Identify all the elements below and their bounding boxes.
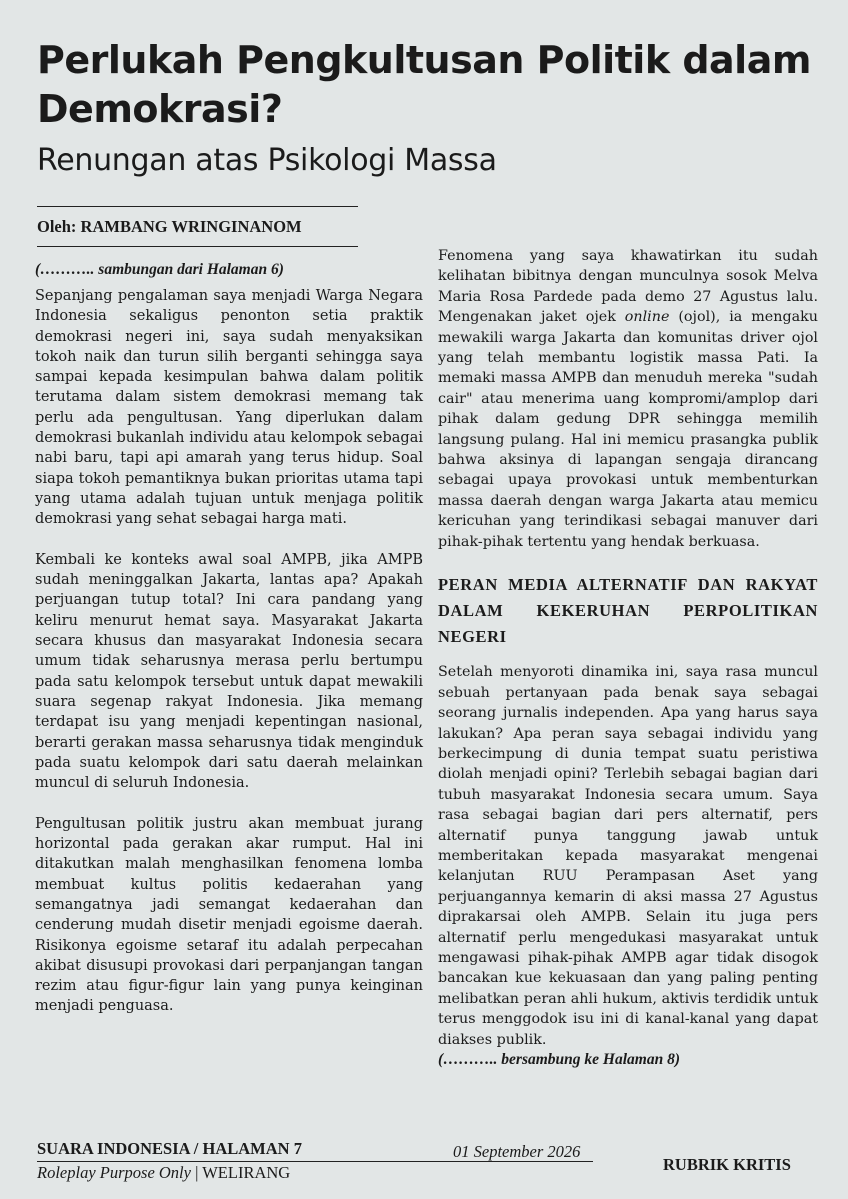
paragraph-1: Sepanjang pengalaman saya menjadi Warga Negara Indonesia sekaligus penonton setia praktik demokrasi negeri ini, saya sudah menyaksikan tokoh naik dan turun silih berganti sehingga saya sampai kepada kesimpulan bahwa dalam politik terutama dalam sistem demokrasi memang tak perlu ada pengultusan. Yang diperlukan dalam demokrasi bukanlah individu atau kelompok sebagai nabi baru, tapi api amarah yang terus hidup. Soal siapa tokoh pemantiknya bukan prioritas utama tapi yang utama adalah tujuan untuk menjaga politik demokrasi yang sehat sebagai harga mati. [35, 288, 423, 528]
paragraph-4-emphasis: online [624, 309, 670, 326]
paragraph-2: Kembali ke konteks awal soal AMPB, jika AMPB sudah meninggalkan Jakarta, lantas apa? Apakah perjuangan tutup total? Ini cara pandang yang keliru menurut hemat saya. Masyarakat Jakarta secara khusus dan masyarakat Indonesia secara umum tidak seharusnya merasa perlu bertumpu pada satu kelompok tersebut untuk dapat mewakili suara segenap rakyat Indonesia. Jika memang terdapat isu yang menjadi kepentingan nasional, berarti gerakan massa seharusnya tidak menginduk pada suatu kelompok dari satu daerah melainkan muncul di seluruh Indonesia. [35, 551, 423, 792]
footer-roleplay-note [37, 1163, 290, 1183]
paragraph-4-text-b: (ojol), ia mengaku mewakili warga Jakarta dan komunitas driver ojol yang telah membantu logistik massa Pati. Ia memaki massa AMPB dan menuduh mereka "sudah cair" atau menerima uang kompromi/amplop dari pihak dalam gedung DPR sehingga memilih langsung pulang. Hal ini memicu prasangka publik bahwa aksinya di lapangan sengaja dirancang sebagai upaya provokasi untuk membenturkan massa daerah dengan warga Jakarta atau memicu kericuhan yang terindikasi sebagai manuver dari pihak-pihak tertentu yang hendak berkuasa. [438, 309, 818, 550]
paragraph-4 [438, 246, 818, 552]
roleplay-text: Roleplay Purpose Only [37, 1163, 191, 1182]
rubrik-label: RUBRIK KRITIS [663, 1155, 791, 1174]
continued-to-note: (……….. bersambung ke Halaman 8) [438, 1051, 680, 1069]
byline-rule-bottom [37, 246, 358, 247]
footer-separator: | [190, 1163, 203, 1182]
continued-from-note: (……….. sambungan dari Halaman 6) [35, 261, 284, 278]
article-title: Perlukah Pengkultusan Politik dalam Demokrasi? [37, 38, 811, 131]
article-subtitle: Renungan atas Psikologi Massa [37, 143, 497, 178]
left-column [35, 260, 423, 1037]
footer-publication: SUARA INDONESIA / HALAMAN 7 [37, 1139, 302, 1158]
footer-date: 01 September 2026 [453, 1142, 581, 1161]
paragraph-3: Pengultusan politik justru akan membuat jurang horizontal pada gerakan akar rumput. Hal ini ditakutkan malah menghasilkan fenomena lomba membuat kultus politis kedaerahan yang semangatnya jadi semangat kedaerahan dan cenderung mudah disetir menjadi egoisme daerah. Risikonya egoisme setaraf itu adalah perpecahan akibat disusupi provokasi dari perpanjangan tangan rezim atau figur-figur lain yang punya keinginan menjadi penguasa. [35, 815, 423, 1015]
byline-rule-top [37, 206, 358, 207]
section-heading: PERAN MEDIA ALTERNATIF DAN RAKYAT DALAM KEKERUHAN PERPOLITIKAN NEGERI [438, 575, 818, 647]
paragraph-4-text-a: Fenomena yang saya khawatirkan itu sudah kelihatan bibitnya dengan munculnya sosok Melva Maria Rosa Pardede pada demo 27 Agustus lalu. Mengenakan jaket ojek [438, 248, 818, 326]
right-column [438, 246, 818, 1076]
paragraph-5: Setelah menyoroti dinamika ini, saya rasa muncul sebuah pertanyaan pada benak saya sebagai seorang jurnalis independen. Apa yang harus saya lakukan? Apa peran saya sebagai individu yang berkecimpung di dunia tempat suatu peristiwa diolah menjadi opini? Terlebih sebagai bagian dari tubuh masyarakat Indonesia secara umum. Saya rasa sebagai bagian dari pers alternatif, pers alternatif punya tanggung jawab untuk memberitakan kepada masyarakat mengenai kelanjutan RUU Perampasan Aset yang perjuangannya kemarin di aksi massa 27 Agustus diprakarsai oleh AMPB. Selain itu juga pers alternatif perlu mengedukasi masyarakat untuk mengawasi pihak-pihak AMPB agar tidak disogok bancakan kue kekuasaan dan yang paling penting melibatkan peran ahli hukum, aktivis terdidik untuk terus menggodok isu ini di kanal-kanal yang dapat diakses publik. [438, 664, 818, 1048]
brand-name: WELIRANG [202, 1163, 291, 1182]
byline: Oleh: RAMBANG WRINGINANOM [37, 217, 302, 236]
